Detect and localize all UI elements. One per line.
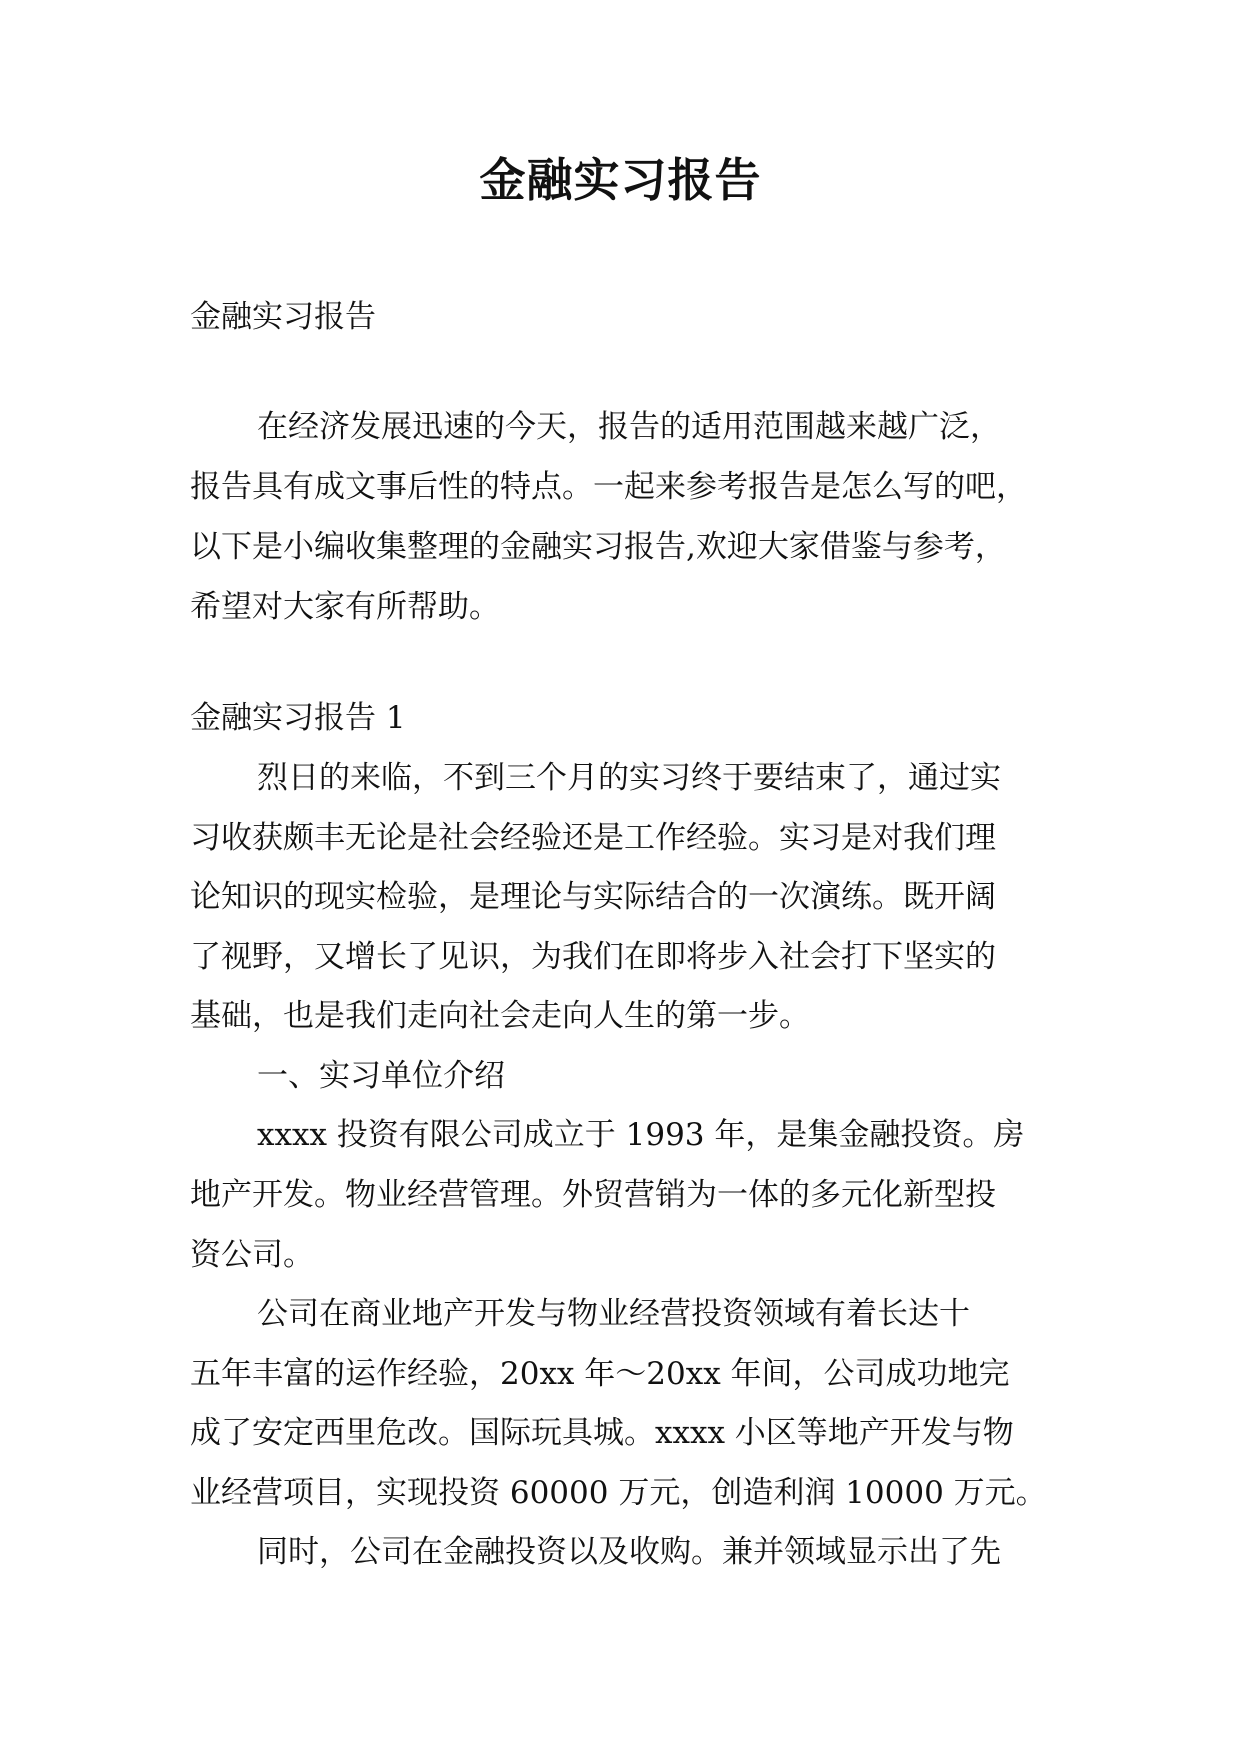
para3-line: 成了安定西里危改。国际玩具城。xxxx 小区等地产开发与物 (190, 1415, 1014, 1451)
para1-line: 了视野，又增长了见识，为我们在即将步入社会打下坚实的 (190, 939, 996, 975)
intro-line: 报告具有成文事后性的特点。一起来参考报告是怎么写的吧， (190, 469, 1027, 505)
section-title: 金融实习报告 1 (190, 700, 406, 736)
document-title: 金融实习报告 (479, 153, 762, 207)
para1-line: 烈日的来临，不到三个月的实习终于要结束了，通过实 (257, 760, 1001, 796)
intro-line: 以下是小编收集整理的金融实习报告,欢迎大家借鉴与参考， (190, 529, 1006, 565)
intro-line: 在经济发展迅速的今天，报告的适用范围越来越广泛， (257, 409, 1001, 445)
para2-line: 资公司。 (190, 1237, 314, 1273)
para3-line: 业经营项目，实现投资 60000 万元，创造利润 10000 万元。 (190, 1475, 1047, 1511)
para2-line: 地产开发。物业经营管理。外贸营销为一体的多元化新型投 (190, 1177, 996, 1213)
para3-line: 五年丰富的运作经验，20xx 年～20xx 年间，公司成功地完 (190, 1356, 1010, 1392)
para1-line: 基础，也是我们走向社会走向人生的第一步。 (190, 998, 810, 1034)
para1-line: 论知识的现实检验，是理论与实际结合的一次演练。既开阔 (190, 879, 996, 915)
para3-line: 公司在商业地产开发与物业经营投资领域有着长达十 (257, 1296, 970, 1332)
para1-line: 习收获颇丰无论是社会经验还是工作经验。实习是对我们理 (190, 820, 996, 856)
heading-company-intro: 一、实习单位介绍 (257, 1058, 505, 1094)
intro-line: 希望对大家有所帮助。 (190, 589, 500, 625)
document-subtitle: 金融实习报告 (190, 299, 376, 335)
para4-line: 同时，公司在金融投资以及收购。兼并领域显示出了先 (257, 1534, 1001, 1570)
para2-line: xxxx 投资有限公司成立于 1993 年，是集金融投资。房 (257, 1117, 1025, 1153)
